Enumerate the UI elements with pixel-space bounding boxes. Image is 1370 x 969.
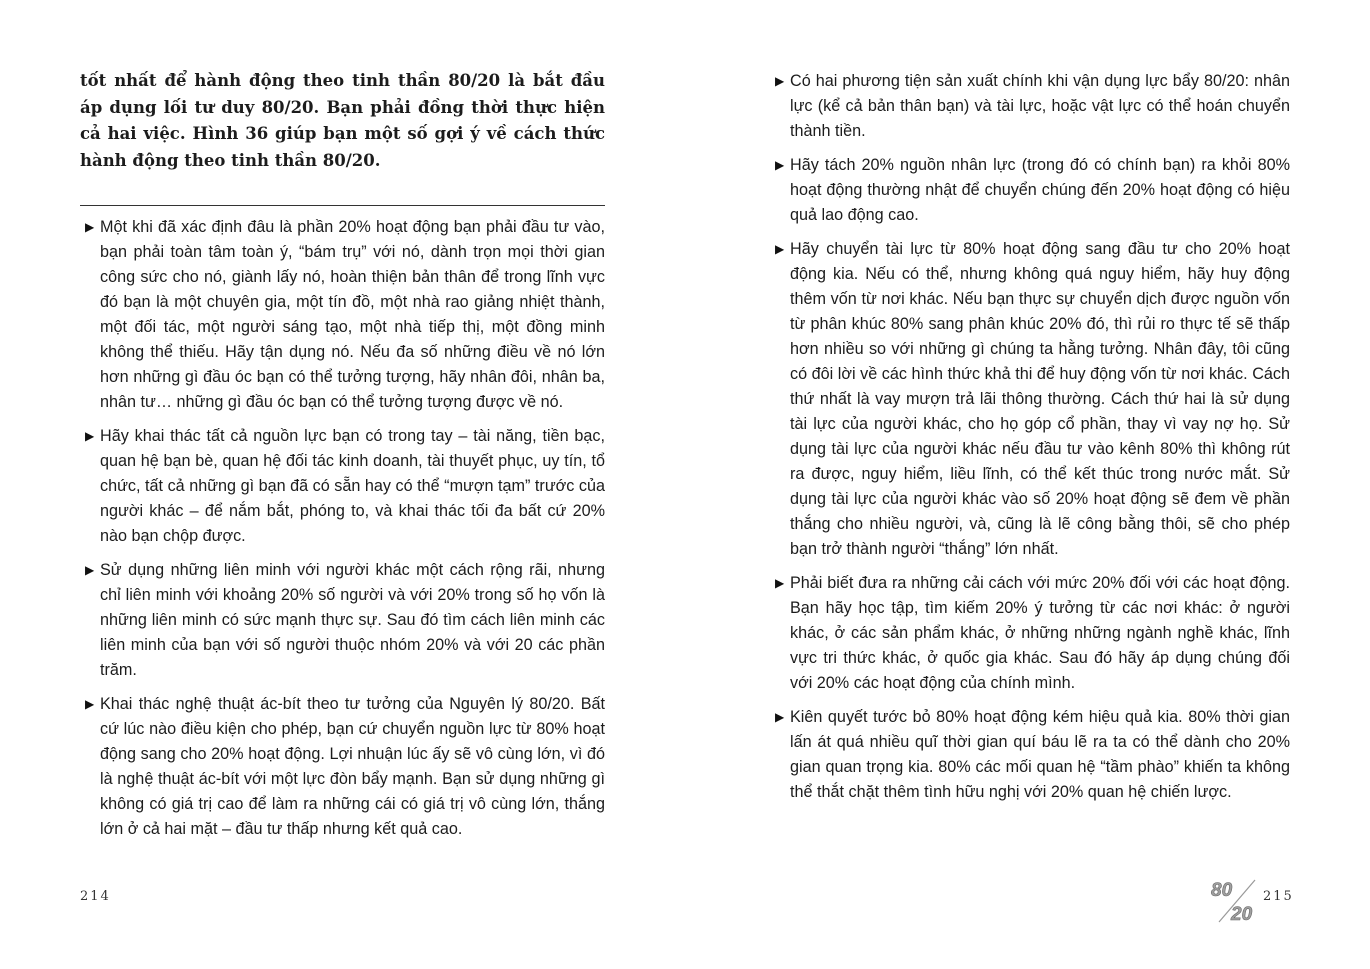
list-item-text: Có hai phương tiện sản xuất chính khi vận dụng lực bẩy 80/20: nhân lực (kể cả bản thân bạn) và tài lực, hoặc vật lực có thể hoán chuyển thành tiền. bbox=[790, 72, 1290, 140]
page-number-left: 214 bbox=[80, 889, 111, 904]
list-item bbox=[770, 571, 1290, 696]
bullet-arrow-icon: ▶ bbox=[85, 220, 95, 234]
bullet-list-left bbox=[80, 215, 605, 851]
list-item-text: Khai thác nghệ thuật ác-bít theo tư tưởng của Nguyên lý 80/20. Bất cứ lúc nào điều kiện cho phép, bạn cứ chuyển nguồn lực từ 80% hoạt động sang cho 20% hoạt động. Lợi nhuận lúc ấy sẽ vô cùng lớn, vì đó là nghệ thuật ác-bít với một lực đòn bẩy mạnh. Bạn sử dụng những gì không có giá trị cao để làm ra những cái có giá trị vô cùng lớn, thắng lớn ở cả hai mặt – đầu tư thấp nhưng kết quả cao. bbox=[100, 695, 605, 838]
bullet-arrow-icon: ▶ bbox=[775, 158, 785, 172]
bullet-arrow-icon: ▶ bbox=[775, 242, 785, 256]
list-item bbox=[770, 237, 1290, 562]
bullet-arrow-icon: ▶ bbox=[775, 710, 785, 724]
bullet-arrow-icon: ▶ bbox=[85, 563, 95, 577]
list-item-text: Hãy khai thác tất cả nguồn lực bạn có trong tay – tài năng, tiền bạc, quan hệ bạn bè, quan hệ đối tác kinh doanh, tài thuyết phục, uy tín, tổ chức, tất cả những gì bạn đã có sẵn hay có thể “mượn tạm” trước của người khác – để nắm bắt, phóng to, và khai thác tối đa bất cứ 20% nào bạn chộp được. bbox=[100, 427, 605, 545]
bullet-arrow-icon: ▶ bbox=[85, 429, 95, 443]
list-item-text: Kiên quyết tước bỏ 80% hoạt động kém hiệu quả kia. 80% thời gian lấn át quá nhiều quĩ thời gian quí báu lẽ ra ta có thể dành cho 20% gian quan trọng kia. 80% các mối quan hệ “tầm phào” khiến ta không thể thắt chặt thêm tình hữu nghị với 20% quan hệ chiến lược. bbox=[790, 708, 1290, 801]
list-item bbox=[770, 705, 1290, 805]
list-item bbox=[80, 558, 605, 683]
divider-rule bbox=[80, 205, 605, 206]
list-item bbox=[770, 69, 1290, 144]
page-number-right: 215 bbox=[1263, 889, 1294, 904]
list-item bbox=[80, 215, 605, 415]
book-logo-80-20-icon bbox=[1209, 876, 1265, 926]
bullet-arrow-icon: ▶ bbox=[85, 697, 95, 711]
bullet-list-right bbox=[770, 69, 1290, 814]
list-item-text: Phải biết đưa ra những cải cách với mức 20% đối với các hoạt động. Bạn hãy học tập, tìm kiếm 20% ý tưởng từ các nơi khác: ở người khác, ở các sản phẩm khác, ở những những ngành nghề khác, lĩnh vực tri thức khác, ở quốc gia khác. Sau đó hãy áp dụng chúng đối với 20% các hoạt động của chính mình. bbox=[790, 574, 1290, 692]
bullet-arrow-icon: ▶ bbox=[775, 576, 785, 590]
logo-top-number: 80 bbox=[1211, 880, 1233, 901]
list-item bbox=[770, 153, 1290, 228]
logo-bottom-number: 20 bbox=[1231, 904, 1253, 925]
right-page bbox=[685, 0, 1370, 969]
list-item bbox=[80, 692, 605, 842]
list-item-text: Một khi đã xác định đâu là phần 20% hoạt động bạn phải đầu tư vào, bạn phải toàn tâm toàn ý, “bám trụ” với nó, dành trọn mọi thời gian công sức cho nó, giành lấy nó, hoàn thiện bản thân để trong lĩnh vực đó bạn là một chuyên gia, một tín đồ, một nhà rao giảng nhiệt thành, một đối tác, một người sáng tạo, một nhà tiếp thị, một đồng minh không thể thiếu. Hãy tận dụng nó. Nếu đa số những điều về nó lớn hơn những gì đầu óc bạn có thể tưởng tượng, hãy nhân đôi, nhân ba, nhân tư… những gì đầu óc bạn có thể tưởng tượng được về nó. bbox=[100, 218, 605, 411]
intro-paragraph: tốt nhất để hành động theo tinh thần 80/20 là bắt đầu áp dụng lối tư duy 80/20. Bạn phải đồng thời thực hiện cả hai việc. Hình 36 giúp bạn một số gợi ý về cách thức hành động theo tinh thần 80/20. bbox=[80, 71, 605, 170]
list-item-text: Hãy chuyển tài lực từ 80% hoạt động sang đầu tư cho 20% hoạt động kia. Nếu có thể, nhưng không quá nguy hiểm, hãy huy động thêm vốn từ nơi khác. Nếu bạn thực sự chuyển dịch được nguồn vốn từ phân khúc 80% sang phân khúc 20% đó, thì rủi ro thực tế sẽ thấp hơn nhiều so với những gì chúng ta hằng tưởng. Nhân đây, tôi cũng có đôi lời về các hình thức khả thi để huy động vốn từ nơi khác. Cách thứ nhất là vay mượn trả lãi thông thường. Cách thứ hai là sử dụng tài lực của người khác, cho họ góp cổ phần, thay vì vay nợ họ. Sử dụng tài lực của người khác nếu đầu tư vào kênh 80% thì không rút ra được, nguy hiểm, liều lĩnh, có thể kết thúc trong nước mắt. Sử dụng tài lực của người khác vào số 20% hoạt động sẽ đem về phần thắng cho nhiều người, và, cũng là lẽ công bằng thôi, sẽ cho phép bạn trở thành người “thắng” lớn nhất. bbox=[790, 240, 1290, 558]
list-item-text: Sử dụng những liên minh với người khác một cách rộng rãi, nhưng chỉ liên minh với khoảng 20% số người và với 20% trong số họ vốn là những liên minh có sức mạnh thực sự. Sau đó tìm cách liên minh các liên minh của bạn với số người thuộc nhóm 20% và với 20 các phần trăm. bbox=[100, 561, 605, 679]
list-item-text: Hãy tách 20% nguồn nhân lực (trong đó có chính bạn) ra khỏi 80% hoạt động thường nhật để chuyển chúng đến 20% hoạt động có hiệu quả lao động cao. bbox=[790, 156, 1290, 224]
list-item bbox=[80, 424, 605, 549]
bullet-arrow-icon: ▶ bbox=[775, 74, 785, 88]
